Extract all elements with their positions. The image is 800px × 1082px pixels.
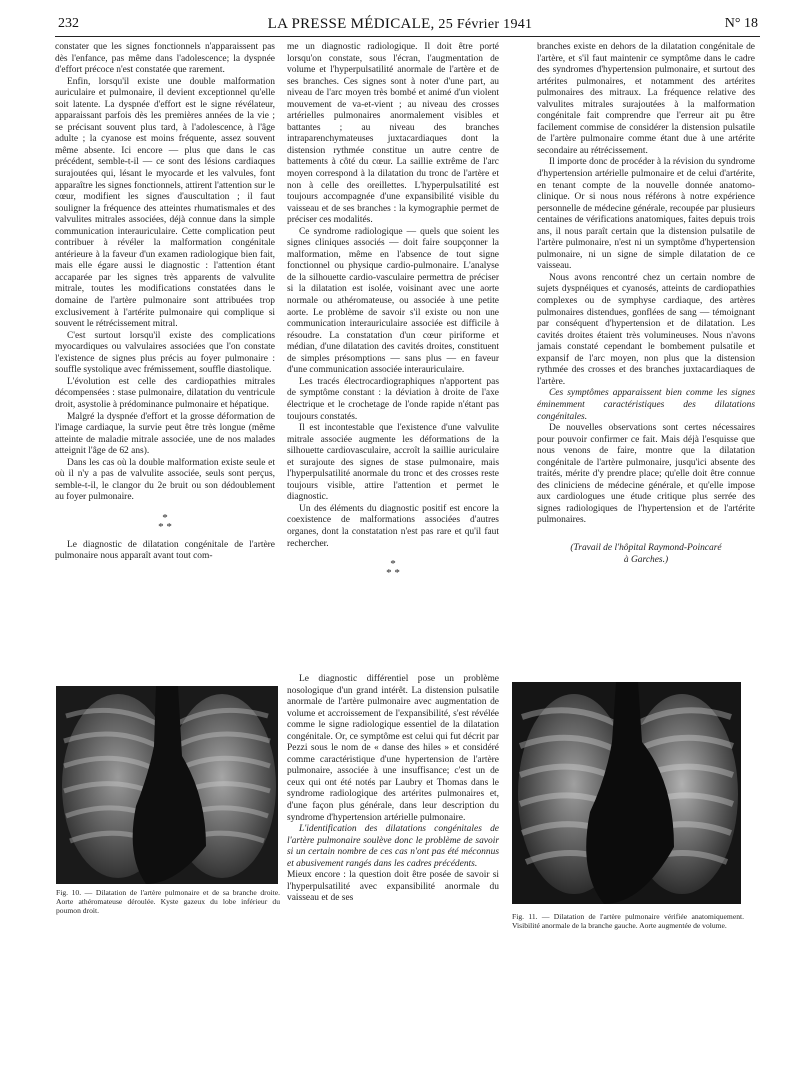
paragraph: Mieux encore : la question doit être posée de savoir si l'hyperpulsatilité avec expansibilité anormale du vaisseau et de ses	[287, 870, 499, 904]
paragraph: C'est surtout lorsqu'il existe des complications myocardiques ou valvulaires associées que l'on constate l'existence de signes plus précis au foyer pulmonaire : souffle systolique avec frémissement, souffle diastolique.	[55, 330, 275, 376]
journal-title	[40, 16, 760, 33]
column-2-continued	[287, 674, 499, 905]
paragraph: Ces symptômes apparaissent bien comme les signes éminemment caractéristiques des dilatations congénitales.	[537, 388, 755, 422]
figure-11-caption: Fig. 11. — Dilatation de l'artère pulmonaire vérifiée anatomiquement. Visibilité anormale de la branche gauche. Aorte augmentée de volume.	[512, 912, 744, 930]
page-number: 232	[58, 16, 79, 31]
paragraph: Nous avons rencontré chez un certain nombre de sujets dyspnéiques et cyanosés, atteints de cardiopathies complexes ou de symphyse cardiaque, des artères pulmonaires distendues, gonflées de sang — témoignant par conséquent d'hypertension et de dilatation. Les cavités droites étaient très volumineuses. Nous n'avons jamais constaté cependant le bombement pulsatile et expansif de l'arc moyen, non plus que la distension rythmée des crosses et des branches juxtacardiaques de l'artère.	[537, 272, 755, 387]
column-1	[55, 42, 275, 563]
paragraph: Un des éléments du diagnostic positif est encore la coexistence de malformations associées d'autres organes, dont la constatation n'est pas rare et qu'il faut rechercher.	[287, 503, 499, 549]
paragraph: Enfin, lorsqu'il existe une double malformation auriculaire et pulmonaire, il devient exceptionnel qu'elle soit latente. La dyspnée d'effort est le signe révélateur, apparaissant parfois dès les premières années de la vie ; se précisant souvent plus tard, à l'adolescence, à l'âge adulte ; la cyanose est moins fréquente, assez souvent même absente. Ici encore — plus que dans le cas précédent, semble-t-il — ce sont des lésions cardiaques surajoutées qui, lésant le myocarde et les valvules, font apparaître les signes fonctionnels, attirent l'attention sur le cœur, modifient les signes d'auscultation ; il faut souligner la fréquence des atteintes rhumatismales et des valvulites mitrales associées, déjà connue dans la simple communication interauriculaire. Cette complication peut contribuer à révéler la malformation congénitale antérieure à la faveur d'un examen radiologique bien fait, mais elle égare aussi le diagnostic : l'attention étant accaparée par les signes très apparents de valvulite mitrale, toutes les modifications constatées dans le domaine de l'artère pulmonaire sont attribuées trop exclusivement à l'artérite pulmonaire qui complique si souvent le rétrécissement mitral.	[55, 76, 275, 330]
figure-10-caption: Fig. 10. — Dilatation de l'artère pulmonaire et de sa branche droite. Aorte athéromateuse déroulée. Kyste gazeux du lobe inférieur du poumon droit.	[56, 888, 280, 915]
paragraph: De nouvelles observations sont certes nécessaires pour pouvoir confirmer ce fait. Mais déjà l'esquisse que nous venons de faire, montre que la dilatation congénitale de l'artère pulmonaire, jusqu'ici absente des traités, mérite d'y prendre place; qu'elle doit être connue des cliniciens de médecine générale, et qu'elle impose aux cardiologues une étude critique plus serrée des signes radiologiques de l'hypertension et de l'artérite pulmonaires.	[537, 423, 755, 526]
paragraph: Ce syndrome radiologique — quels que soient les signes cliniques associés — doit faire soupçonner la malformation, même en l'absence de tout signe fonctionnel ou physique cardio-pulmonaire. L'analyse de la silhouette cardio-vasculaire permettra de préciser si la dilatation est isolée, voisinant avec une aorte normale ou athéromateuse, ou associée à une petite aorte. Le problème de savoir s'il existe ou non une communication interauriculaire associée est difficile à résoudre. La constatation d'un cœur piriforme et médian, d'une dilatation des cavités droites, constituent de simples présomptions — sans plus — en faveur d'une communication associée interauriculaire.	[287, 226, 499, 376]
section-separator: * * *	[158, 511, 172, 533]
paragraph: me un diagnostic radiologique. Il doit être porté lorsqu'on constate, sous l'écran, l'augmentation de volume et l'hyperpulsatilité anormale de l'artère et de ses branches. Ces signes sont à noter d'une part, au niveau de l'arc moyen très bombé et animé d'un violent mouvement de va-et-vient ; au niveau des crosses artérielles pulmonaires anormalement visibles et battantes ; au niveau des branches intraparenchymateuses juxtacardiaques dont la distension rythmée constitue un autre centre de battements à côté du cœur. La saillie extrême de l'arc moyen correspond à la dilatation du tronc de l'artère et non à celle des oreillettes. L'hyperpulsatilité est toujours accompagnée d'une expansibilité visible du vaisseau et de ses branches : la kymographie permet de préciser ces modalités.	[287, 42, 499, 226]
xray-figure-10	[56, 686, 278, 884]
paragraph: Dans les cas où la double malformation existe seule et où il n'y a pas de valvulite associée, seuls sont perçus, semble-t-il, le clangor du 2e bruit ou son dédoublement au foyer pulmonaire.	[55, 457, 275, 503]
paragraph: Il importe donc de procéder à la révision du syndrome d'hypertension artérielle pulmonaire et de celui d'artérite, en tenant compte de la nouvelle donnée anatomo-clinique. Or si nous nous référons à notre expérience personnelle de médecine générale, recoupée par plusieurs centaines de vérifications anatomiques, faites depuis trois ans, il nous paraît certain que la distension pulsatile de l'artère pulmonaire, n'est ni un symptôme d'hypertension pulmonaire, ni un signe de simple dilatation de ce vaisseau.	[537, 157, 755, 272]
column-3	[537, 42, 755, 566]
paragraph: Il est incontestable que l'existence d'une valvulite mitrale associée augmente les déformations de la silhouette cardiovasculaire, accroît la saillie auriculaire et surajoute des signes de stase pulmonaire, mais l'hyperpulsatilité anormale du tronc et des crosses reste toujours visible, attire l'attention et permet le diagnostic.	[287, 423, 499, 503]
journal-name: LA PRESSE MÉDICALE,	[267, 16, 435, 32]
header-rule	[55, 36, 760, 37]
page-header	[40, 16, 760, 36]
paragraph: Les tracés électrocardiographiques n'apportent pas de symptôme constant : la déviation à droite de l'axe électrique et le crochetage de l'onde rapide n'étant pas toujours constatés.	[287, 376, 499, 422]
affiliation-note: (Travail de l'hôpital Raymond-Poincaré à Garches.)	[570, 542, 722, 565]
issue-number: N° 18	[724, 16, 758, 31]
paragraph: L'identification des dilatations congénitales de l'artère pulmonaire soulève donc le problème de savoir si un certain nombre de ces cas n'ont pas été méconnus et abusivement rangés dans les cadres précédents.	[287, 824, 499, 869]
section-separator: * * *	[386, 558, 400, 580]
issue-date: 25 Février 1941	[438, 17, 533, 32]
paragraph: branches existe en dehors de la dilatation congénitale de l'artère, et s'il faut maintenir ce symptôme dans le cadre des syndromes d'hypertension pulmonaire, et surtout des artérites pulmonaires, et notamment des artérites pulmonaires des mitraux. La fréquence relative des valvulites mitrales surajoutées à la malformation congénitale fait comprendre que l'erreur ait pu être facilement commise de considérer la distension pulsatile de l'artère pulmonaire comme étant due à une artérite secondaire au rétrécissement.	[537, 42, 755, 156]
paragraph: constater que les signes fonctionnels n'apparaissent pas dès l'enfance, pas même dans l'adolescence; la dyspnée d'effort précoce n'est constatée que rarement.	[55, 42, 275, 76]
paragraph: Le diagnostic différentiel pose un problème nosologique d'un grand intérêt. La distension pulsatile anormale de l'artère pulmonaire avec augmentation de volume et accroissement de l'expansibilité, s'est révélée comme le signe radiologique essentiel de la dilatation congénitale. Or, ce symptôme est celui qui fut décrit par Pezzi sous le nom de « danse des hiles » et considéré comme caractéristique d'une hypertension de l'artère pulmonaire, associée à une insuffisance; c'est un de ceux qui ont été notés par Laubry et Thomas dans le syndrome radiologique des artérites pulmonaires et, d'une façon plus générale, dans leur description du syndrome d'hypertension artérielle pulmonaire.	[287, 674, 499, 823]
column-2	[287, 42, 499, 586]
paragraph: Le diagnostic de dilatation congénitale de l'artère pulmonaire nous apparaît avant tout com-	[55, 539, 275, 562]
xray-figure-11	[512, 682, 741, 904]
paragraph: L'évolution est celle des cardiopathies mitrales décompensées : stase pulmonaire, dilatation du ventricule droit, asystolie à prédominance pulmonaire et hépatique.	[55, 376, 275, 410]
paragraph: Malgré la dyspnée d'effort et la grosse déformation de l'image cardiaque, la survie peut être très longue (même atteinte de maladie mitrale associée, une de nos malades atteignit l'âge de 62 ans).	[55, 411, 275, 457]
